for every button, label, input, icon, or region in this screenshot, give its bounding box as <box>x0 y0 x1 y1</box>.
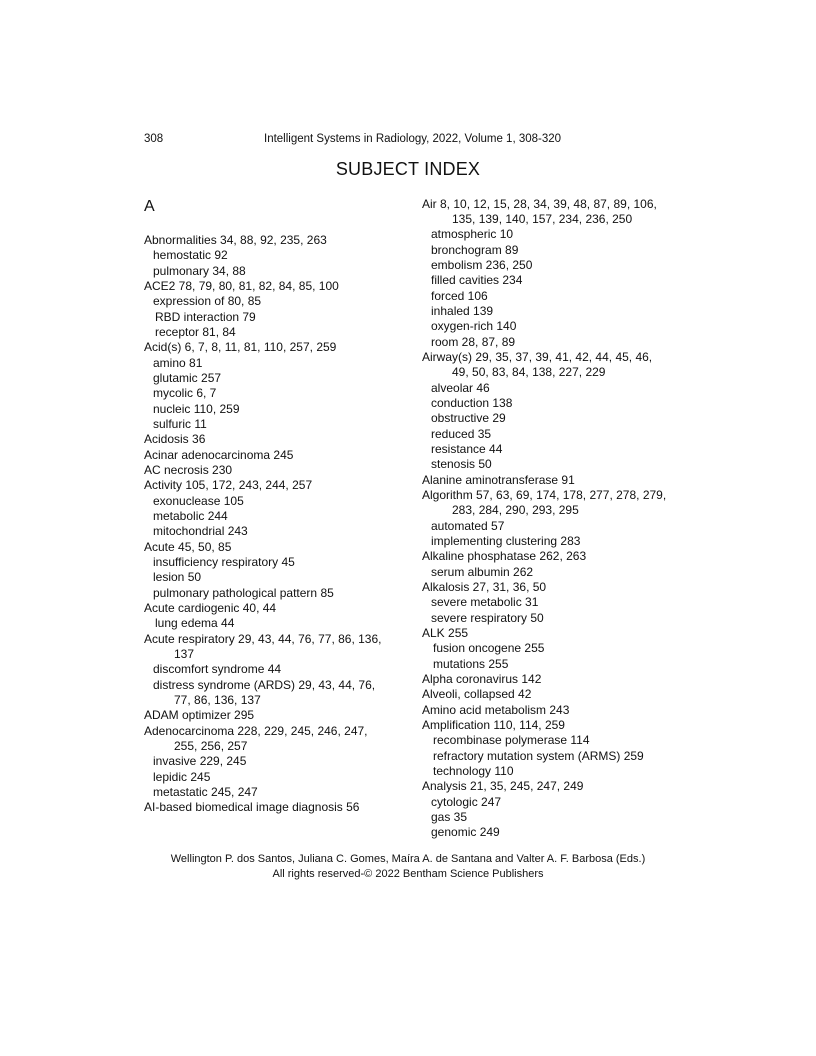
index-entry: ACE2 78, 79, 80, 81, 82, 84, 85, 100 <box>144 279 339 293</box>
index-entry: Acute 45, 50, 85 <box>144 540 232 554</box>
index-subentry: amino 81 <box>153 356 203 370</box>
index-subentry: sulfuric 11 <box>153 417 207 431</box>
index-subentry: severe respiratory 50 <box>431 611 544 625</box>
index-subentry: inhaled 139 <box>431 304 494 318</box>
index-subentry: bronchogram 89 <box>431 243 519 257</box>
index-entry-continuation: 137 <box>174 647 195 661</box>
index-subentry: genomic 249 <box>431 825 500 839</box>
index-subentry: automated 57 <box>431 519 505 533</box>
index-subentry: distress syndrome (ARDS) 29, 43, 44, 76, <box>153 678 376 692</box>
index-subentry: implementing clustering 283 <box>431 534 581 548</box>
index-entry-continuation: 283, 284, 290, 293, 295 <box>452 503 579 517</box>
index-entry: Alkaline phosphatase 262, 263 <box>422 549 587 563</box>
index-entry: Analysis 21, 35, 245, 247, 249 <box>422 779 584 793</box>
index-subentry: discomfort syndrome 44 <box>153 662 282 676</box>
index-title: SUBJECT INDEX <box>335 159 481 179</box>
index-subentry: room 28, 87, 89 <box>431 335 516 349</box>
index-subentry: atmospheric 10 <box>431 227 514 241</box>
index-subentry: serum albumin 262 <box>431 565 534 579</box>
index-entry: AC necrosis 230 <box>144 463 233 477</box>
index-subentry: hemostatic 92 <box>153 248 228 262</box>
index-entry: Alveoli, collapsed 42 <box>422 687 532 701</box>
index-entry: Acid(s) 6, 7, 8, 11, 81, 110, 257, 259 <box>144 340 337 354</box>
index-subentry: metabolic 244 <box>153 509 228 523</box>
index-entry: Acidosis 36 <box>144 432 206 446</box>
index-subentry: fusion oncogene 255 <box>433 641 545 655</box>
index-subentry: embolism 236, 250 <box>431 258 533 272</box>
index-entry: Alpha coronavirus 142 <box>422 672 542 686</box>
index-subentry: lesion 50 <box>153 570 202 584</box>
footer-editors: Wellington P. dos Santos, Juliana C. Gomes, Maíra A. de Santana and Valter A. F. Barbosa (Eds.) <box>170 853 646 865</box>
index-entry: Activity 105, 172, 243, 244, 257 <box>144 478 313 492</box>
index-entry: ADAM optimizer 295 <box>144 708 255 722</box>
index-subentry: receptor 81, 84 <box>155 325 236 339</box>
index-entry-continuation: 77, 86, 136, 137 <box>174 693 261 707</box>
footer-rights: All rights reserved-© 2022 Bentham Science Publishers <box>272 868 544 880</box>
index-subentry: mycolic 6, 7 <box>153 386 217 400</box>
index-entry-continuation: 255, 256, 257 <box>174 739 248 753</box>
index-entry-continuation: 49, 50, 83, 84, 138, 227, 229 <box>452 365 606 379</box>
index-entry: Acinar adenocarcinoma 245 <box>144 448 294 462</box>
index-entry: Amino acid metabolism 243 <box>422 703 570 717</box>
index-subentry: reduced 35 <box>431 427 492 441</box>
index-subentry: lung edema 44 <box>155 616 235 630</box>
index-subentry: lepidic 245 <box>153 770 211 784</box>
index-entry: Abnormalities 34, 88, 92, 235, 263 <box>144 233 327 247</box>
index-subentry: exonuclease 105 <box>153 494 244 508</box>
index-entry-continuation: 135, 139, 140, 157, 234, 236, 250 <box>452 212 633 226</box>
index-subentry: pulmonary 34, 88 <box>153 264 246 278</box>
index-subentry: technology 110 <box>433 764 514 778</box>
index-entry: Amplification 110, 114, 259 <box>422 718 565 732</box>
index-subentry: RBD interaction 79 <box>155 310 256 324</box>
index-subentry: metastatic 245, 247 <box>153 785 258 799</box>
index-subentry: refractory mutation system (ARMS) 259 <box>433 749 644 763</box>
section-letter: A <box>144 198 155 215</box>
index-subentry: mitochondrial 243 <box>153 524 248 538</box>
index-entry: Acute cardiogenic 40, 44 <box>144 601 277 615</box>
index-subentry: expression of 80, 85 <box>153 294 262 308</box>
index-subentry: conduction 138 <box>431 396 513 410</box>
index-subentry: cytologic 247 <box>431 795 502 809</box>
index-subentry: severe metabolic 31 <box>431 595 539 609</box>
index-subentry: pulmonary pathological pattern 85 <box>153 586 334 600</box>
index-subentry: filled cavities 234 <box>431 273 523 287</box>
index-entry: Acute respiratory 29, 43, 44, 76, 77, 86, 136, <box>144 632 382 646</box>
index-entry: Adenocarcinoma 228, 229, 245, 246, 247, <box>144 724 368 738</box>
index-subentry: alveolar 46 <box>431 381 490 395</box>
index-subentry: oxygen-rich 140 <box>431 319 517 333</box>
running-header: Intelligent Systems in Radiology, 2022, Volume 1, 308-320 <box>264 133 562 145</box>
page-number: 308 <box>144 133 164 145</box>
index-subentry: obstructive 29 <box>431 411 506 425</box>
index-entry: Algorithm 57, 63, 69, 174, 178, 277, 278, 279, <box>422 488 667 502</box>
index-entry: Air 8, 10, 12, 15, 28, 34, 39, 48, 87, 89, 106, <box>422 197 657 211</box>
index-subentry: glutamic 257 <box>153 371 222 385</box>
index-subentry: recombinase polymerase 114 <box>433 733 590 747</box>
index-subentry: nucleic 110, 259 <box>153 402 240 416</box>
index-subentry: resistance 44 <box>431 442 503 456</box>
index-subentry: stenosis 50 <box>431 457 492 471</box>
index-subentry: insufficiency respiratory 45 <box>153 555 295 569</box>
index-entry: AI-based biomedical image diagnosis 56 <box>144 800 360 814</box>
index-entry: ALK 255 <box>422 626 469 640</box>
index-entry: Alanine aminotransferase 91 <box>422 473 575 487</box>
index-subentry: forced 106 <box>431 289 488 303</box>
index-subentry: gas 35 <box>431 810 468 824</box>
index-entry: Alkalosis 27, 31, 36, 50 <box>422 580 547 594</box>
index-subentry: invasive 229, 245 <box>153 754 247 768</box>
index-entry: Airway(s) 29, 35, 37, 39, 41, 42, 44, 45, 46, <box>422 350 653 364</box>
index-subentry: mutations 255 <box>433 657 509 671</box>
